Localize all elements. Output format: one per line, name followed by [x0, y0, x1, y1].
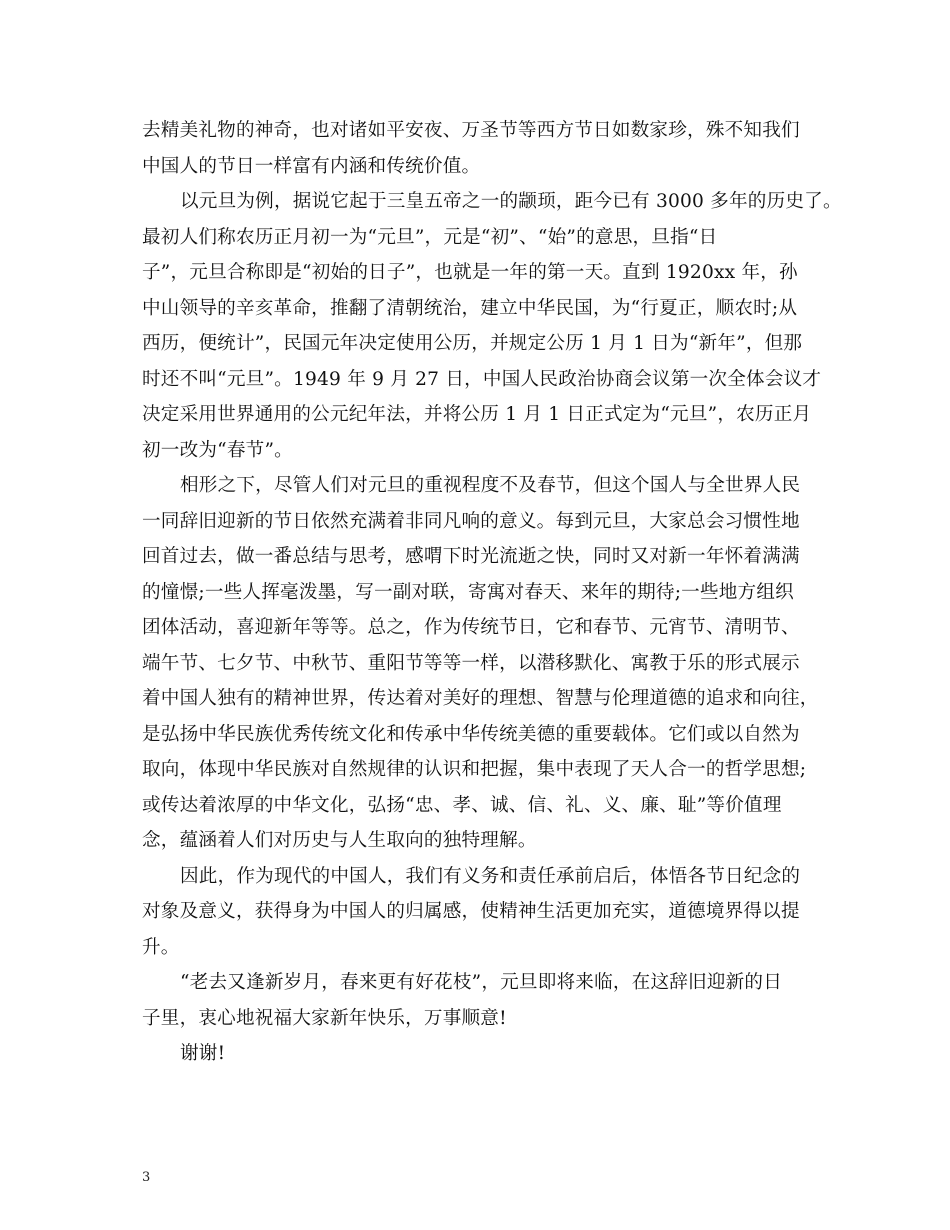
text-line: 决定采用世界通用的公元纪年法，并将公历 1 月 1 日正式定为“元旦”，农历正月 — [142, 404, 812, 425]
text-line: 回首过去，做一番总结与思考，感喟下时光流逝之快，同时又对新一年怀着满满 — [142, 546, 800, 567]
paragraph-4 — [142, 859, 826, 966]
text-line: 最初人们称农历正月初一为“元旦”，元是“初”、“始”的意思，旦指“日 — [142, 226, 718, 248]
text-line: 中国人的节日一样富有内涵和传统价值。 — [142, 155, 481, 177]
text-line: 相形之下，尽管人们对元旦的重视程度不及春节，但这个国人与全世界人民 — [180, 475, 801, 496]
text-line: 一同辞旧迎新的节日依然充满着非同凡响的意义。每到元旦，大家总会习惯性地 — [142, 510, 800, 532]
page-number: 3 — [142, 1170, 151, 1185]
text-line: 取向，体现中华民族对自然规律的认识和把握，集中表现了天人合一的哲学思想; — [142, 759, 807, 780]
text-line: 谢谢! — [180, 1043, 226, 1064]
text-line: 中山领导的辛亥革命，推翻了清朝统治，建立中华民国，为“行夏正，顺农时;从 — [142, 297, 798, 319]
text-line: 子”，元旦合称即是“初始的日子”，也就是一年的第一天。直到 1920xx 年，孙 — [142, 262, 798, 283]
text-line: 以元旦为例，据说它起于三皇五帝之一的颛顼，距今已有 3000 多年的历史了。 — [180, 191, 842, 212]
text-line: 的憧憬;一些人挥毫泼墨，写一副对联，寄寓对春天、来年的期待;一些地方组织 — [142, 581, 794, 603]
paragraph-2 — [142, 184, 842, 468]
text-line: 去精美礼物的神奇，也对诸如平安夜、万圣节等西方节日如数家珍，殊不知我们 — [142, 120, 800, 141]
text-line: 初一改为“春节”。 — [142, 439, 293, 461]
text-line: 是弘扬中华民族优秀传统文化和传承中华传统美德的重要载体。它们或以自然为 — [142, 723, 800, 745]
paragraph-3 — [142, 468, 826, 859]
text-line: 子里，衷心地祝福大家新年快乐，万事顺意! — [142, 1007, 507, 1029]
paragraph-1 — [142, 113, 826, 184]
text-line: 对象及意义，获得身为中国人的归属感，使精神生活更加充实，道德境界得以提 — [142, 901, 800, 922]
text-line: 团体活动，喜迎新年等等。总之，作为传统节日，它和春节、元宵节、清明节、 — [142, 617, 800, 638]
text-line: 端午节、七夕节、中秋节、重阳节等等一样，以潜移默化、寓教于乐的形式展示 — [142, 652, 800, 674]
text-line: 西历，便统计”，民国元年决定使用公历，并规定公历 1 月 1 日为“新年”，但那 — [142, 333, 803, 354]
text-line: 因此，作为现代的中国人，我们有义务和责任承前启后，体悟各节日纪念的 — [180, 865, 801, 887]
text-line: 念，蕴涵着人们对历史与人生取向的独特理解。 — [142, 830, 537, 851]
text-line: 升。 — [142, 936, 180, 958]
paragraph-5 — [142, 965, 826, 1036]
text-line: 着中国人独有的精神世界，传达着对美好的理想、智慧与伦理道德的追求和向往， — [142, 688, 819, 709]
text-line: 时还不叫“元旦”。1949 年 9 月 27 日，中国人民政治协商会议第一次全体会议才 — [142, 368, 822, 390]
document-body — [142, 113, 842, 1072]
text-line: “老去又逢新岁月，春来更有好花枝”，元旦即将来临，在这辞旧迎新的日 — [180, 972, 783, 993]
paragraph-6 — [142, 1036, 826, 1072]
text-line: 或传达着浓厚的中华文化，弘扬“忠、孝、诚、信、礼、义、廉、耻”等价值理 — [142, 794, 782, 816]
